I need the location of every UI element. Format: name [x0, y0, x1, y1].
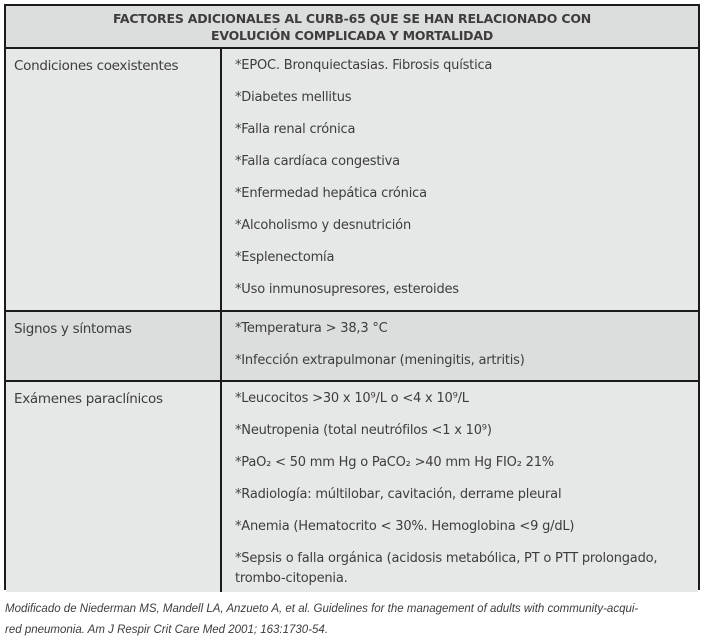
table-row-paraclinical-exams — [6, 382, 698, 592]
list-item: *PaO₂ < 50 mm Hg o PaCO₂ >40 mm Hg FIO₂ 21% — [235, 455, 554, 470]
list-item: *Sepsis o falla orgánica (acidosis metabólica, PT o PTT prolongado, trombo-citopenia. — [235, 551, 658, 586]
table-title-line1: FACTORES ADICIONALES AL CURB-65 QUE SE HAN RELACIONADO CON — [112, 10, 592, 26]
row-label-coexisting-conditions: Condiciones coexistentes — [6, 49, 222, 310]
list-item: *EPOC. Bronquiectasias. Fibrosis quística — [235, 58, 493, 73]
list-item: *Anemia (Hematocrito < 30%. Hemoglobina <9 g/dL) — [235, 519, 575, 534]
citation-footnote — [5, 599, 701, 641]
list-item: *Diabetes mellitus — [235, 90, 352, 105]
list-item: *Enfermedad hepática crónica — [235, 186, 427, 201]
list-item: *Alcoholismo y desnutrición — [235, 218, 411, 233]
list-item: *Infección extrapulmonar (meningitis, artritis) — [235, 353, 525, 368]
citation-footnote-line1: Modificado de Niederman MS, Mandell LA, Anzueto A, et al. Guidelines for the management of adults with community-acqui- — [5, 603, 639, 615]
list-item: *Leucocitos >30 x 10⁹/L o <4 x 10⁹/L — [235, 391, 469, 406]
table-title-line2: EVOLUCIÓN COMPLICADA Y MORTALIDAD — [210, 27, 494, 43]
list-item: *Falla renal crónica — [235, 122, 356, 137]
row-label-paraclinical-exams: Exámenes paraclínicos — [6, 382, 222, 592]
table-row-signs-symptoms — [6, 312, 698, 382]
list-item: *Radiología: múltilobar, cavitación, derrame pleural — [235, 487, 562, 502]
table-row-coexisting-conditions — [6, 49, 698, 312]
table-title — [6, 6, 698, 49]
row-label-signs-symptoms: Signos y síntomas — [6, 312, 222, 380]
list-item: *Falla cardíaca congestiva — [235, 154, 400, 169]
list-item: *Uso inmunosupresores, esteroides — [235, 282, 459, 297]
list-item: *Temperatura > 38,3 °C — [235, 321, 388, 336]
list-item: *Esplenectomía — [235, 250, 335, 265]
citation-footnote-line2: red pneumonia. Am J Respir Crit Care Med 2001; 163:1730-54. — [5, 624, 329, 636]
row-items-coexisting-conditions — [222, 49, 698, 310]
list-item: *Neutropenia (total neutrófilos <1 x 10⁹) — [235, 423, 492, 438]
row-items-signs-symptoms — [222, 312, 698, 380]
row-items-paraclinical-exams — [222, 382, 698, 592]
additional-factors-table — [4, 4, 700, 590]
